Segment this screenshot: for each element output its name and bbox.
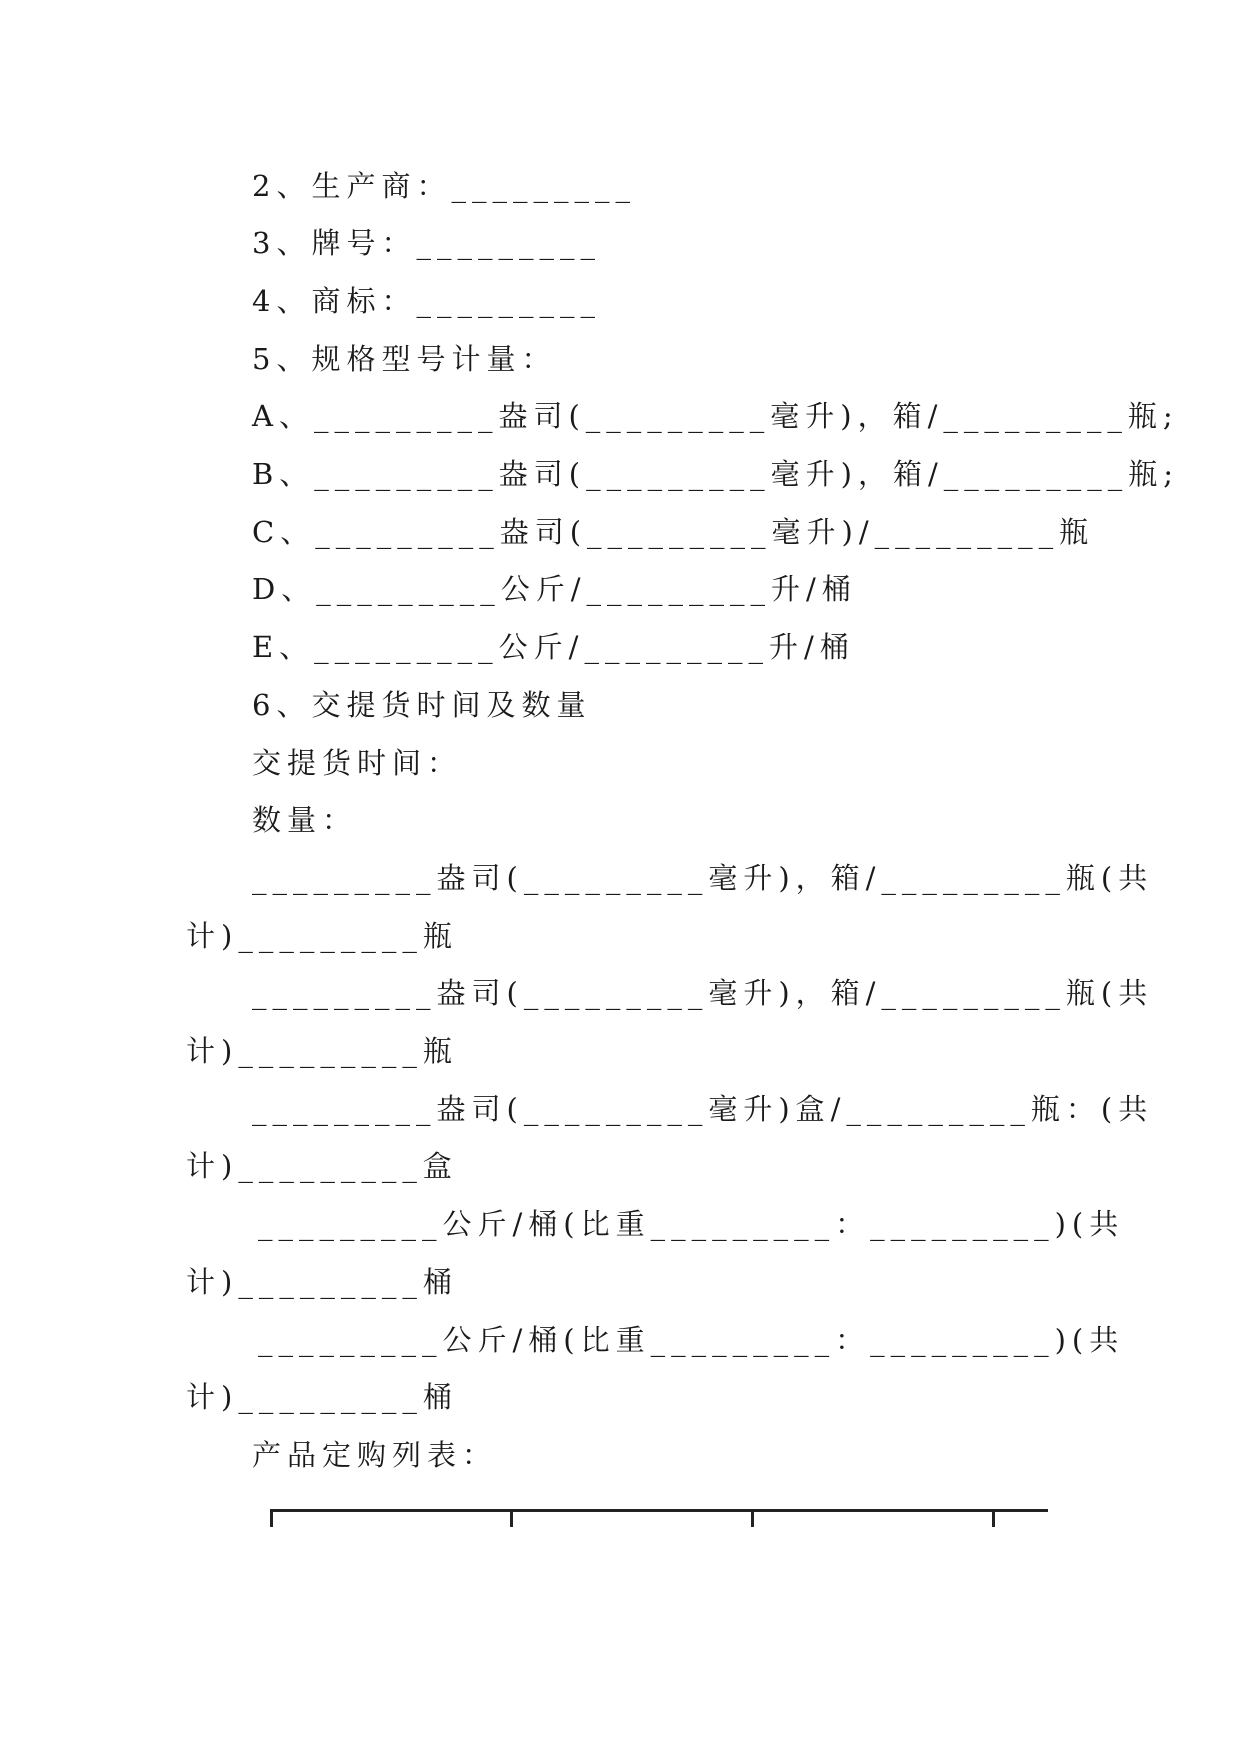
text-line-spec-a: A、_________盎司(_________毫升)，箱/_________瓶; — [252, 399, 1179, 433]
text-line-qty-2-total: 计)_________瓶 — [186, 1034, 458, 1068]
text-line-spec-e: E、_________公斤/_________升/桶 — [252, 630, 855, 664]
text-line-qty-4-total: 计)_________桶 — [186, 1265, 458, 1299]
text-line-qty-5: _________公斤/桶(比重_________：_________)(共 — [258, 1323, 1125, 1357]
text-line-qty-3-total: 计)_________盒 — [186, 1149, 458, 1183]
text-line-qty-5-total: 计)_________桶 — [186, 1380, 458, 1414]
table-column-divider — [751, 1509, 754, 1527]
table-column-divider — [510, 1509, 513, 1527]
text-line-qty-1: _________盎司(_________毫升)，箱/_________瓶(共 — [252, 861, 1154, 895]
text-line-qty-4: _________公斤/桶(比重_________：_________)(共 — [258, 1207, 1125, 1241]
text-line-order-list: 产品定购列表： — [252, 1438, 498, 1472]
text-line-trademark: 4、商标：_________ — [252, 284, 601, 318]
text-line-brand-no: 3、牌号：_________ — [252, 226, 601, 260]
text-line-qty-3: _________盎司(_________毫升)盒/_________瓶：(共 — [252, 1092, 1154, 1126]
table-column-divider — [992, 1509, 995, 1527]
text-line-spec-heading: 5、规格型号计量： — [252, 342, 557, 376]
text-line-spec-b: B、_________盎司(_________毫升)，箱/_________瓶; — [252, 457, 1179, 491]
text-line-delivery-heading: 6、交提货时间及数量 — [252, 688, 592, 722]
text-line-producer: 2、生产商：_________ — [252, 169, 636, 203]
text-line-qty-1-total: 计)_________瓶 — [186, 919, 458, 953]
text-line-qty-2: _________盎司(_________毫升)，箱/_________瓶(共 — [252, 976, 1154, 1010]
text-line-quantity: 数量： — [252, 803, 358, 837]
text-line-spec-c: C、_________盎司(_________毫升)/_________瓶 — [252, 515, 1095, 549]
table-top-rule — [270, 1509, 1048, 1512]
table-column-divider — [270, 1509, 273, 1527]
text-line-delivery-time: 交提货时间： — [252, 746, 463, 780]
text-line-spec-d: D、_________公斤/_________升/桶 — [252, 572, 857, 606]
